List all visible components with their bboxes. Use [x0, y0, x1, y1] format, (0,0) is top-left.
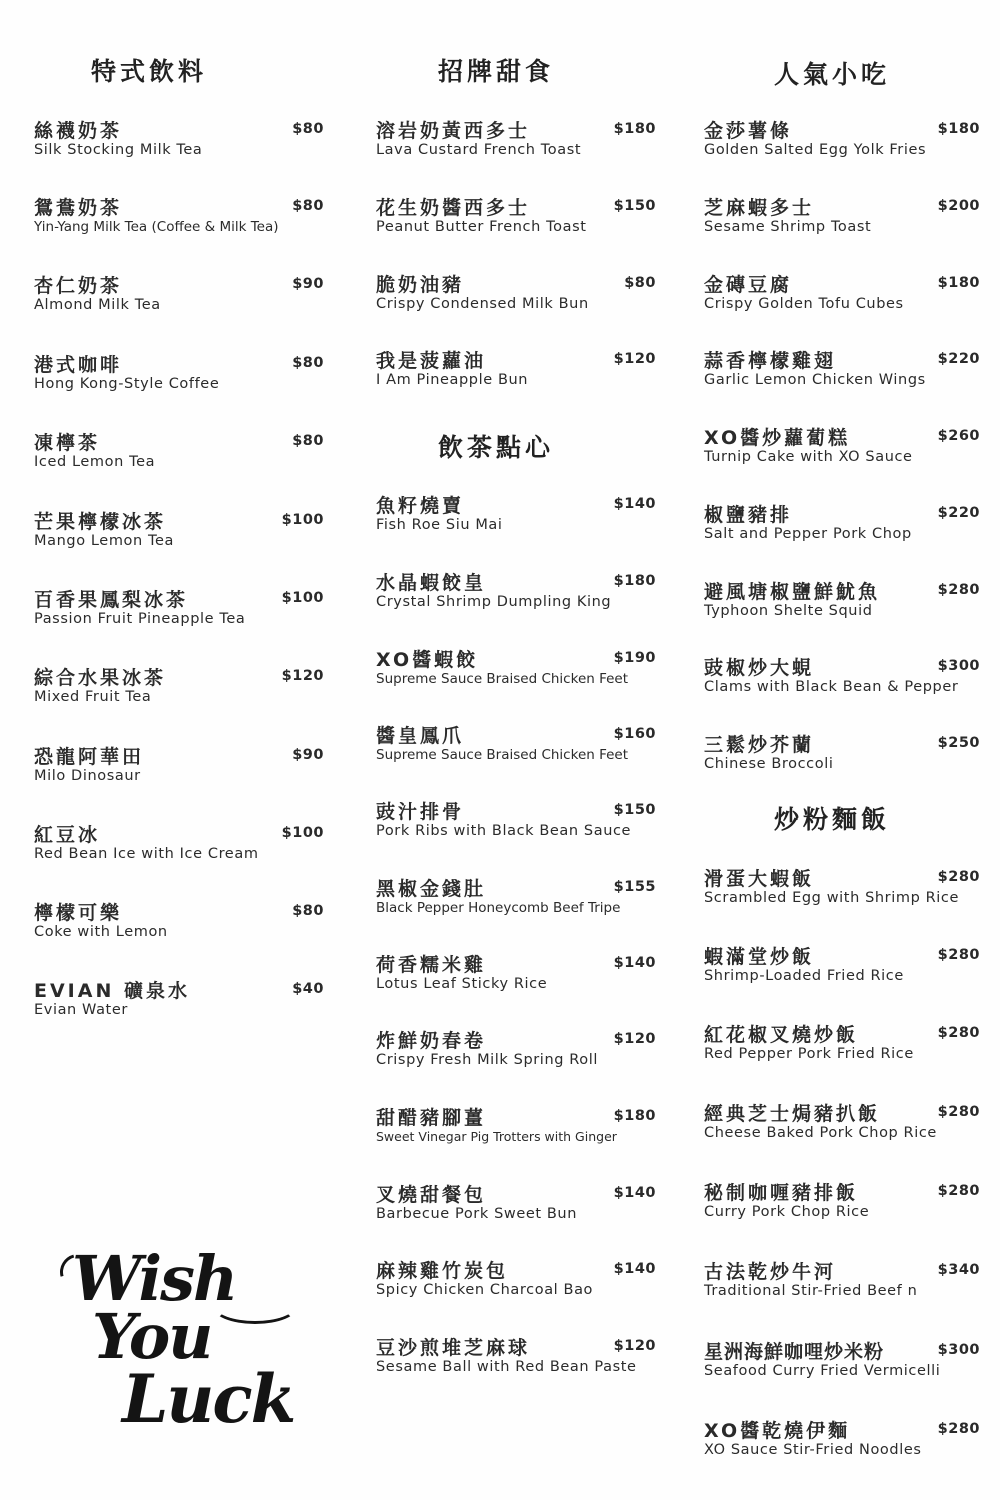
item-price: $100 [281, 825, 324, 841]
item-name-en: Curry Pork Chop Rice [704, 1204, 870, 1220]
menu-item [376, 568, 656, 618]
item-name-zh: 秘制咖喱豬排飯 [704, 1182, 859, 1204]
item-name-en: Peanut Butter French Toast [376, 219, 587, 235]
item-name-en: Lava Custard French Toast [376, 142, 582, 158]
item-price: $90 [292, 747, 324, 763]
menu-item [34, 585, 324, 635]
menu-item [34, 663, 324, 713]
item-name-en: Almond Milk Tea [34, 297, 161, 313]
item-name-en: Milo Dinosaur [34, 768, 141, 784]
item-name-zh: 百香果鳳梨冰茶 [34, 589, 189, 611]
menu-item [704, 1337, 980, 1387]
menu-item [376, 270, 656, 320]
item-name-zh: 豉椒炒大蜆 [704, 657, 815, 679]
item-price: $340 [937, 1262, 980, 1278]
item-name-zh: 鴛鴦奶茶 [34, 197, 123, 219]
item-name-en: Sesame Shrimp Toast [704, 219, 872, 235]
item-name-zh: 叉燒甜餐包 [376, 1184, 487, 1206]
item-price: $280 [937, 1104, 980, 1120]
item-price: $120 [281, 668, 324, 684]
item-name-en: Salt and Pepper Pork Chop [704, 526, 912, 542]
menu-item [34, 350, 324, 400]
item-name-zh: 芝麻蝦多士 [704, 197, 815, 219]
item-price: $100 [281, 512, 324, 528]
item-name-en: I Am Pineapple Bun [376, 372, 529, 388]
item-price: $155 [613, 879, 656, 895]
item-name-zh: 麻辣雞竹炭包 [376, 1260, 509, 1282]
item-name-zh: 甜醋豬腳薑 [376, 1107, 487, 1129]
menu-item [376, 1333, 656, 1383]
menu-item [704, 1416, 980, 1466]
item-name-zh: 蝦滿堂炒飯 [704, 946, 815, 968]
item-name-zh: 芒果檸檬冰茶 [34, 511, 167, 533]
item-name-zh: 荷香糯米雞 [376, 954, 487, 976]
menu-item [34, 428, 324, 478]
menu-item [704, 730, 980, 780]
item-name-zh: 水晶蝦餃皇 [376, 572, 487, 594]
item-price: $180 [613, 1108, 656, 1124]
item-name-en: Red Bean Ice with Ice Cream [34, 846, 259, 862]
item-name-zh: 蒜香檸檬雞翅 [704, 350, 837, 372]
item-name-en: Shrimp-Loaded Fried Rice [704, 968, 904, 984]
item-name-zh: 三鬆炒芥蘭 [704, 734, 815, 756]
item-price: $200 [937, 198, 980, 214]
item-price: $300 [937, 1342, 980, 1358]
item-name-en: Clams with Black Bean & Pepper [704, 679, 959, 695]
item-name-zh: 星洲海鮮咖哩炒米粉 [704, 1341, 885, 1363]
item-name-en: Mixed Fruit Tea [34, 689, 152, 705]
menu-item [376, 645, 656, 695]
item-price: $120 [613, 351, 656, 367]
item-name-en: Supreme Sauce Braised Chicken Feet [376, 671, 629, 687]
item-price: $280 [937, 869, 980, 885]
item-name-en: Garlic Lemon Chicken Wings [704, 372, 926, 388]
item-price: $80 [292, 355, 324, 371]
item-price: $180 [937, 275, 980, 291]
item-name-zh: 古法乾炒牛河 [704, 1261, 837, 1283]
menu-column-snacks-rice [704, 0, 980, 1500]
wish-you-luck-logo [62, 1242, 302, 1448]
menu-item [704, 864, 980, 914]
item-name-zh: 檸檬可樂 [34, 902, 123, 924]
item-name-zh: 魚籽燒賣 [376, 495, 465, 517]
item-name-zh: 港式咖啡 [34, 354, 123, 376]
item-name-en: Passion Fruit Pineapple Tea [34, 611, 246, 627]
item-name-zh: 凍檸茶 [34, 432, 101, 454]
item-name-en: Traditional Stir-Fried Beef n [704, 1283, 918, 1299]
item-name-zh: 綜合水果冰茶 [34, 667, 167, 689]
menu-item [376, 1103, 656, 1153]
menu-item [376, 874, 656, 924]
menu-item [34, 820, 324, 870]
item-name-en: Iced Lemon Tea [34, 454, 156, 470]
menu-item [34, 976, 324, 1026]
item-price: $220 [937, 351, 980, 367]
item-name-en: Barbecue Pork Sweet Bun [376, 1206, 578, 1222]
item-name-en: Yin-Yang Milk Tea (Coffee & Milk Tea) [34, 219, 279, 235]
menu-item [704, 942, 980, 992]
item-price: $180 [613, 121, 656, 137]
item-price: $80 [624, 275, 656, 291]
item-name-en: Crystal Shrimp Dumpling King [376, 594, 612, 610]
item-name-zh: 絲襪奶茶 [34, 120, 123, 142]
menu-item [34, 742, 324, 792]
item-name-zh: 滑蛋大蝦飯 [704, 868, 815, 890]
menu-item [704, 653, 980, 703]
item-price: $80 [292, 121, 324, 137]
logo-line-you: You [92, 1300, 212, 1373]
item-name-en: Typhoon Shelte Squid [704, 603, 873, 619]
item-name-zh: EVIAN 礦泉水 [34, 980, 190, 1002]
item-price: $180 [613, 573, 656, 589]
item-name-en: Fish Roe Siu Mai [376, 517, 503, 533]
item-name-en: Seafood Curry Fried Vermicelli [704, 1363, 941, 1379]
menu-item [704, 1257, 980, 1307]
logo-line-luck: Luck [122, 1360, 295, 1438]
menu-item [376, 1026, 656, 1076]
menu-item [34, 271, 324, 321]
menu-item [704, 270, 980, 320]
item-price: $280 [937, 582, 980, 598]
item-price: $150 [613, 802, 656, 818]
item-price: $280 [937, 1025, 980, 1041]
item-name-zh: 脆奶油豬 [376, 274, 465, 296]
item-name-en: Coke with Lemon [34, 924, 168, 940]
item-name-zh: 金莎薯條 [704, 120, 793, 142]
item-name-zh: 我是菠蘿油 [376, 350, 487, 372]
menu-item [376, 346, 656, 396]
item-price: $140 [613, 1261, 656, 1277]
menu-item [376, 193, 656, 243]
item-price: $190 [613, 650, 656, 666]
menu-item [704, 577, 980, 627]
item-name-zh: 經典芝士焗豬扒飯 [704, 1103, 881, 1125]
menu-item [34, 507, 324, 557]
item-name-en: Evian Water [34, 1002, 128, 1018]
item-name-en: Golden Salted Egg Yolk Fries [704, 142, 927, 158]
item-name-zh: 金磚豆腐 [704, 274, 793, 296]
item-price: $280 [937, 1421, 980, 1437]
item-name-en: Chinese Broccoli [704, 756, 834, 772]
item-price: $280 [937, 1183, 980, 1199]
item-name-zh: XO醬蝦餃 [376, 649, 479, 671]
item-name-en: Sesame Ball with Red Bean Paste [376, 1359, 637, 1375]
item-name-en: Hong Kong-Style Coffee [34, 376, 220, 392]
item-name-zh: 豉汁排骨 [376, 801, 465, 823]
menu-item [376, 1256, 656, 1306]
item-price: $80 [292, 903, 324, 919]
item-price: $280 [937, 947, 980, 963]
menu-column-desserts-dimsum [376, 0, 656, 1500]
item-price: $300 [937, 658, 980, 674]
menu-item [376, 1180, 656, 1230]
logo-swash-decoration [212, 1288, 298, 1324]
item-name-zh: 醬皇鳳爪 [376, 725, 465, 747]
item-price: $180 [937, 121, 980, 137]
item-name-en: Red Pepper Pork Fried Rice [704, 1046, 914, 1062]
menu-item [704, 116, 980, 166]
item-name-en: Scrambled Egg with Shrimp Rice [704, 890, 959, 906]
item-price: $220 [937, 505, 980, 521]
item-name-en: Sweet Vinegar Pig Trotters with Ginger [376, 1129, 617, 1144]
item-name-zh: 避風塘椒鹽鮮魷魚 [704, 581, 881, 603]
item-name-zh: 恐龍阿華田 [34, 746, 145, 768]
item-name-zh: 杏仁奶茶 [34, 275, 123, 297]
item-name-zh: XO醬炒蘿蔔糕 [704, 427, 851, 449]
item-name-en: Pork Ribs with Black Bean Sauce [376, 823, 632, 839]
item-name-zh: 豆沙煎堆芝麻球 [376, 1337, 531, 1359]
item-price: $40 [292, 981, 324, 997]
menu-item [704, 500, 980, 550]
menu-item [704, 1099, 980, 1149]
section-title-popular-snacks: 人氣小吃 [773, 60, 890, 89]
item-name-en: Cheese Baked Pork Chop Rice [704, 1125, 937, 1141]
section-title-dim-sum: 飲茶點心 [437, 433, 554, 462]
item-price: $90 [292, 276, 324, 292]
menu-item [376, 950, 656, 1000]
item-price: $100 [281, 590, 324, 606]
item-price: $140 [613, 1185, 656, 1201]
item-name-zh: XO醬乾燒伊麵 [704, 1420, 851, 1442]
item-price: $120 [613, 1031, 656, 1047]
item-price: $140 [613, 496, 656, 512]
item-name-en: XO Sauce Stir-Fried Noodles [704, 1442, 922, 1458]
item-name-en: Crispy Fresh Milk Spring Roll [376, 1052, 598, 1068]
item-name-zh: 炸鮮奶春卷 [376, 1030, 487, 1052]
item-price: $250 [937, 735, 980, 751]
item-name-en: Silk Stocking Milk Tea [34, 142, 203, 158]
item-name-en: Spicy Chicken Charcoal Bao [376, 1282, 594, 1298]
section-title-noodles-rice: 炒粉麵飯 [773, 805, 890, 834]
item-name-zh: 紅豆冰 [34, 824, 101, 846]
menu-item [704, 1020, 980, 1070]
menu-item [376, 116, 656, 166]
section-title-signature-desserts: 招牌甜食 [437, 57, 554, 86]
item-name-en: Crispy Golden Tofu Cubes [704, 296, 904, 312]
menu-item [34, 116, 324, 166]
item-price: $80 [292, 198, 324, 214]
item-price: $260 [937, 428, 980, 444]
menu-item [704, 1178, 980, 1228]
menu-item [376, 721, 656, 771]
item-price: $120 [613, 1338, 656, 1354]
item-price: $80 [292, 433, 324, 449]
item-name-zh: 黑椒金錢肚 [376, 878, 487, 900]
menu-item [34, 898, 324, 948]
item-name-en: Turnip Cake with XO Sauce [704, 449, 913, 465]
item-price: $150 [613, 198, 656, 214]
menu-item [704, 193, 980, 243]
item-name-zh: 花生奶醬西多士 [376, 197, 531, 219]
menu-item [34, 193, 324, 243]
item-name-en: Supreme Sauce Braised Chicken Feet [376, 747, 629, 763]
item-price: $140 [613, 955, 656, 971]
item-name-zh: 椒鹽豬排 [704, 504, 793, 526]
item-name-en: Black Pepper Honeycomb Beef Tripe [376, 900, 621, 916]
item-name-zh: 紅花椒叉燒炒飯 [704, 1024, 859, 1046]
item-price: $160 [613, 726, 656, 742]
item-name-zh: 溶岩奶黃西多士 [376, 120, 531, 142]
menu-item [704, 346, 980, 396]
logo-line-wish: Wish [72, 1242, 237, 1315]
item-name-en: Lotus Leaf Sticky Rice [376, 976, 548, 992]
section-title-special-drinks: 特式飲料 [90, 57, 207, 86]
item-name-en: Crispy Condensed Milk Bun [376, 296, 589, 312]
item-name-en: Mango Lemon Tea [34, 533, 175, 549]
menu-item [376, 797, 656, 847]
menu-item [704, 423, 980, 473]
menu-item [376, 491, 656, 541]
